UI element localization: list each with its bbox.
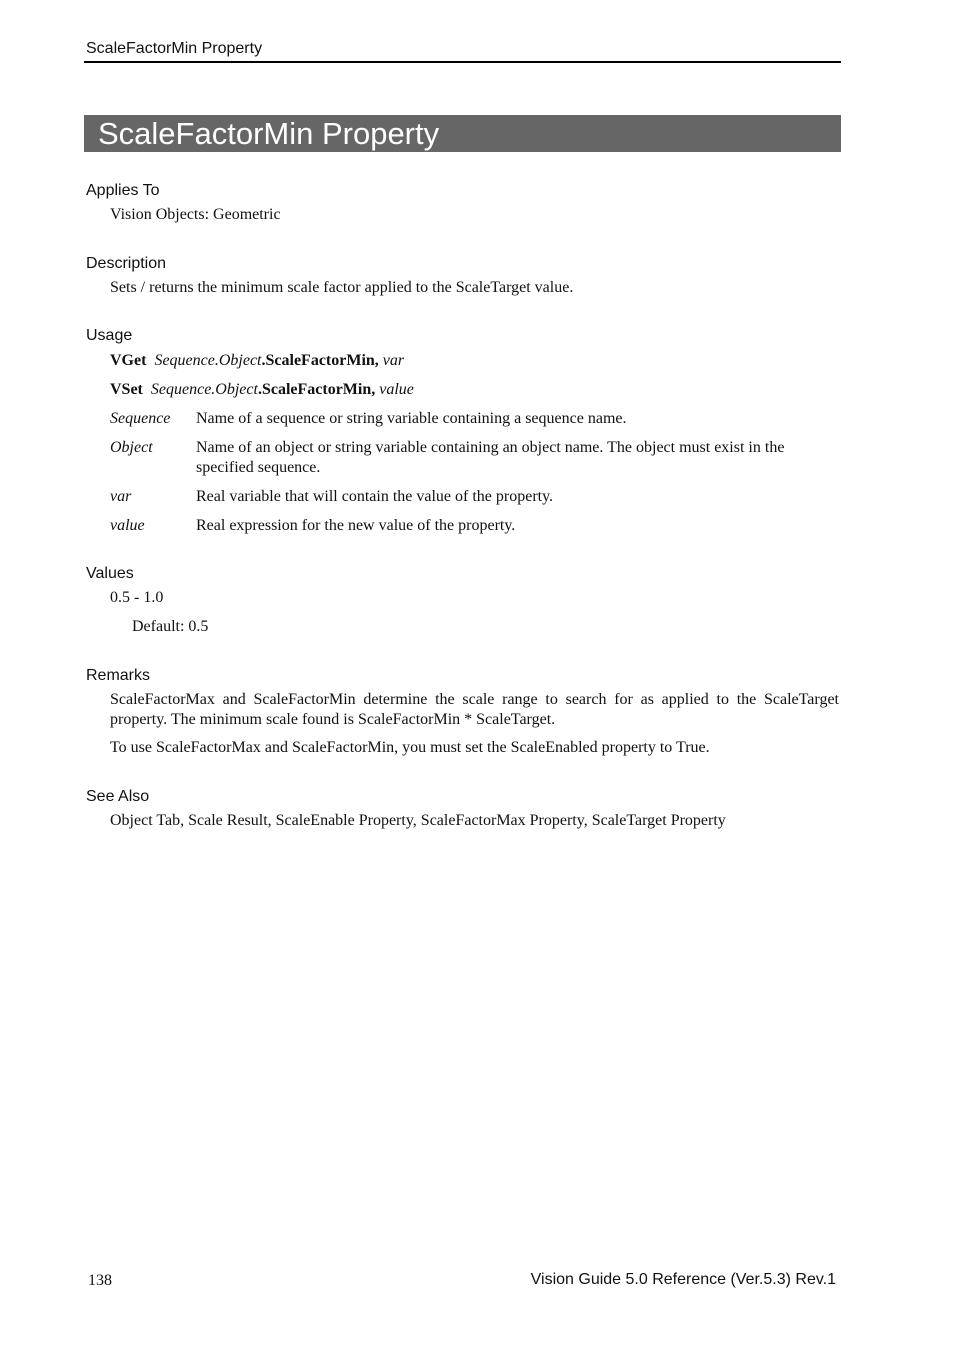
remarks-paragraph-2: To use ScaleFactorMax and ScaleFactorMin, you must set the ScaleEnabled property to True. [110,739,710,756]
footer-doc-title: Vision Guide 5.0 Reference (Ver.5.3) Rev.1 [530,1271,836,1288]
running-header: ScaleFactorMin Property [86,40,263,57]
vset-sequence-object: Sequence.Object [150,381,258,398]
description-heading: Description [86,255,167,272]
page-number: 138 [88,1272,112,1289]
values-heading: Values [86,565,134,582]
values-default: Default: 0.5 [132,618,209,635]
vget-keyword: VGet [110,352,147,369]
header-divider [84,61,841,63]
remarks-heading: Remarks [86,667,151,684]
see-also-text: Object Tab, Scale Result, ScaleEnable Property, ScaleFactorMax Property, ScaleTarget Property [110,812,726,829]
applies-to-heading: Applies To [86,182,160,199]
vget-property: .ScaleFactorMin, [261,352,379,369]
see-also-heading: See Also [86,788,150,805]
vget-sequence-object: Sequence.Object [154,352,262,369]
vget-argument: var [382,352,405,369]
usage-heading: Usage [86,327,133,344]
param-desc-sequence: Name of a sequence or string variable containing a sequence name. [196,410,627,427]
usage-vget-line [110,351,404,371]
remarks-paragraph-1: ScaleFactorMax and ScaleFactorMin determine the scale range to search for as applied to the ScaleTarget property. The minimum scale found is ScaleFactorMin * ScaleTarget. [110,691,839,728]
title-bar [84,115,841,152]
usage-vset-line [110,380,414,400]
vset-argument: value [379,381,414,398]
param-desc-object: Name of an object or string variable containing an object name. The object must exist in the specified sequence. [196,439,785,476]
page-title: ScaleFactorMin Property [98,116,440,151]
vset-keyword: VSet [110,381,143,398]
description-text: Sets / returns the minimum scale factor applied to the ScaleTarget value. [110,279,574,296]
param-desc-var: Real variable that will contain the value of the property. [196,488,554,505]
param-name-sequence: Sequence [110,410,171,427]
param-name-object: Object [110,439,153,456]
applies-to-text: Vision Objects: Geometric [110,206,281,223]
param-desc-value: Real expression for the new value of the property. [196,517,516,534]
values-range: 0.5 - 1.0 [110,589,164,606]
param-name-value: value [110,517,145,534]
vset-property: .ScaleFactorMin, [257,381,376,398]
param-name-var: var [110,488,132,505]
